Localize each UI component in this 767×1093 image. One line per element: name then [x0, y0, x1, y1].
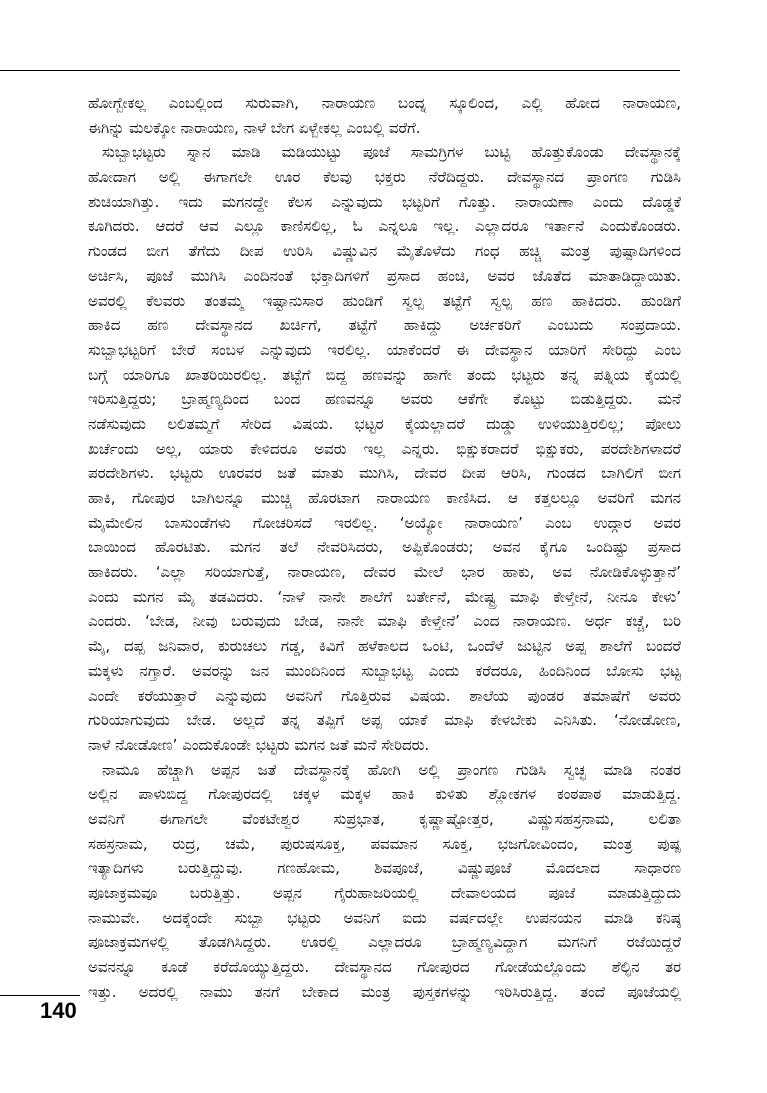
- header-rule: [0, 70, 680, 71]
- text-line: ಅವನನ್ನೂ ಕೂಡೆ ಕರೆದೊಯ್ಯುತ್ತಿದ್ದರು. ದೇವಸ್ಥಾನದ ಗೋಪುರದ ಗೋಡೆಯಲ್ಲೊಂದು ಶೆಲ್ಫಿನ ತರ: [88, 958, 681, 977]
- text-line: ಖರ್ಚೆಂದು ಅಲ್ಲ, ಯಾರು ಕೇಳಿದರೂ ಅವರು ಇಲ್ಲ ಎನ್ನರು. ಭಿಕ್ಷುಕರಾದರೆ ಭಿಕ್ಷುಕರು, ಪರದೇಶಿಗಳಾದರೆ: [88, 439, 681, 458]
- text-line: ಮೈಮೇಲಿನ ಬಾಸುಂಡೆಗಳು ಗೋಚರಿಸದೆ ಇರಲಿಲ್ಲ. ‘ಅಯ್ಯೋ ನಾರಾಯಣ’ ಎಂಬ ಉದ್ಗಾರ ಅವರ: [88, 513, 681, 532]
- paragraph: [88, 140, 681, 757]
- text-line: ಗುರಿಯಾಗುವುದು ಬೇಡ. ಅಲ್ಲದೆ ತನ್ನ ತಪ್ಪಿಗೆ ಅಪ್ಪ ಯಾಕೆ ಮಾಫಿ ಕೇಳಬೇಕು ಎನಿಸಿತು. ‘ನೋಡೋಣ,: [88, 711, 681, 730]
- page-number: 140: [40, 998, 77, 1023]
- text-line: ಕೂಗಿದರು. ಆದರೆ ಆವ ಎಲ್ಲೂ ಕಾಣಿಸಲಿಲ್ಲ, ಓ ಎನ್ನಲೂ ಇಲ್ಲ. ಎಲ್ಲಾದರೂ ಇರ್ತಾನೆ ಎಂದುಕೊಂಡರು.: [88, 217, 681, 236]
- text-line: ನಾಳೆ ನೋಡೋಣ’ ಎಂದುಕೊಂಡೇ ಭಟ್ಟರು ಮಗನ ಜತೆ ಮನೆ ಸೇರಿದರು.: [88, 735, 430, 754]
- text-line: ಸುಬ್ಬಾಭಟ್ಟರಿಗೆ ಬೇರೆ ಸಂಬಳ ಎನ್ನುವುದು ಇರಲಿಲ್ಲ. ಯಾಕೆಂದರೆ ಈ ದೇವಸ್ಥಾನ ಯಾರಿಗೆ ಸೇರಿದ್ದು ಎಂಬ: [88, 340, 681, 359]
- text-line: ಮೈ, ದಪ್ಪ ಜನಿವಾರ, ಕುರುಚಲು ಗಡ್ಡ, ಕಿವಿಗೆ ಹಳೆಕಾಲದ ಒಂಟಿ, ಒಂದೆಳೆ ಜುಟ್ಟಿನ ಅಪ್ಪ ಶಾಲೆಗೆ ಬಂದರೆ: [88, 637, 681, 656]
- text-line: ಹಾಕಿದ ಹಣ ದೇವಸ್ಥಾನದ ಖರ್ಚಿಗೆ, ತಟ್ಟೆಗೆ ಹಾಕಿದ್ದು ಅರ್ಚಕರಿಗೆ ಎಂಬುದು ಸಂಪ್ರದಾಯ.: [88, 316, 681, 335]
- text-line: ಸುಬ್ಬಾಭಟ್ಟರು ಸ್ನಾನ ಮಾಡಿ ಮಡಿಯುಟ್ಟು ಪೂಜೆ ಸಾಮಗ್ರಿಗಳ ಬುಟ್ಟಿ ಹೊತ್ತುಕೊಂಡು ದೇವಸ್ಥಾನಕ್ಕೆ: [102, 143, 681, 162]
- text-line: ಪೂಜಾಕ್ರಮವೂ ಬರುತ್ತಿತ್ತು. ಅಪ್ಪನ ಗೈರುಹಾಜರಿಯಲ್ಲಿ ದೇವಾಲಯದ ಪೂಜೆ ಮಾಡುತ್ತಿದ್ದುದು: [88, 884, 681, 902]
- text-line: ಎಂದರು. ‘ಬೇಡ, ನೀವು ಬರುವುದು ಬೇಡ, ನಾನೇ ಮಾಫಿ ಕೇಳ್ತೇನೆ’ ಎಂದ ನಾರಾಯಣ. ಅರ್ಧ ಕಚ್ಚೆ, ಬರಿ: [88, 612, 681, 631]
- text-line: ಪರದೇಶಿಗಳು. ಭಟ್ಟರು ಊರವರ ಜತೆ ಮಾತು ಮುಗಿಸಿ, ದೇವರ ದೀಪ ಆರಿಸಿ, ಗುಂಡದ ಬಾಗಿಲಿಗೆ ಬೀಗ: [88, 464, 681, 483]
- text-line: ಸಹಸ್ರನಾಮ, ರುದ್ರ, ಚಮೆ, ಪುರುಷಸೂಕ್ತ, ಪವಮಾನ ಸೂಕ್ತ, ಭಜಗೋವಿಂದಂ, ಮಂತ್ರ ಪುಷ್ಪ: [88, 834, 681, 853]
- text-line: ಹೋದಾಗ ಅಲ್ಲಿ ಈಗಾಗಲೇ ಊರ ಕೆಲವು ಭಕ್ತರು ನೆರೆದಿದ್ದರು. ದೇವಸ್ಥಾನದ ಪ್ರಾಂಗಣ ಗುಡಿಸಿ: [88, 168, 681, 187]
- text-line: ನಾಮುವೇ. ಅದಕ್ಕೆಂದೇ ಸುಬ್ಬಾ ಭಟ್ಟರು ಅವನಿಗೆ ಐದು ವರ್ಷದಲ್ಲೇ ಉಪನಯನ ಮಾಡಿ ಕನಿಷ್ಠ: [88, 908, 681, 927]
- footer-rule: [0, 995, 80, 996]
- text-line: ಇತ್ತು. ಅದರಲ್ಲಿ ನಾಮು ತನಗೆ ಬೇಕಾದ ಮಂತ್ರ ಪುಸ್ತಕಗಳನ್ನು ಇರಿಸಿರುತ್ತಿದ್ದ. ತಂದೆ ಪೂಜೆಯಲ್ಲಿ: [88, 982, 681, 1001]
- text-line: ಗುಂಡದ ಬೀಗ ತೆಗೆದು ದೀಪ ಉರಿಸಿ ವಿಷ್ಣುವಿನ ಮೈತೊಳೆದು ಗಂಧ ಹಚ್ಚಿ ಮಂತ್ರ ಪುಷ್ಪಾದಿಗಳಿಂದ: [88, 242, 681, 261]
- text-line: ಬಗ್ಗೆ ಯಾರಿಗೂ ಖಾತರಿಯಿರಲಿಲ್ಲ. ತಟ್ಟೆಗೆ ಬಿದ್ದ ಹಣವನ್ನು ಹಾಗೇ ತಂದು ಭಟ್ಟರು ತನ್ನ ಪತ್ನಿಯ ಕೈಯಲ್ಲಿ: [88, 365, 681, 384]
- text-line: ಎಂದೇ ಕರೆಯುತ್ತಾರೆ ಎನ್ನುವುದು ಅವನಿಗೆ ಗೊತ್ತಿರುವ ವಿಷಯ. ಶಾಲೆಯ ಪುಂಡರ ತಮಾಷೆಗೆ ಅವರು: [88, 686, 681, 705]
- text-line: ಅಲ್ಲಿನ ಪಾಳುಬಿದ್ದ ಗೋಪುರದಲ್ಲಿ ಚಕ್ಕಳ ಮಕ್ಕಳ ಹಾಕಿ ಕುಳಿತು ಶ್ಲೋಕಗಳ ಕಂಠಪಾಠ ಮಾಡುತ್ತಿದ್ದ.: [88, 785, 681, 804]
- paragraph: [88, 91, 681, 140]
- text-line: ಮಕ್ಕಳು ನಗ್ತಾರೆ. ಅವರನ್ನು ಜನ ಮುಂದಿನಿಂದ ಸುಬ್ಬಾಭಟ್ಟ ಎಂದು ಕರೆದರೂ, ಹಿಂದಿನಿಂದ ಬೋಸು ಭಟ್ಟ: [88, 661, 681, 680]
- text-line: ಶುಚಿಯಾಗಿತ್ತು. ಇದು ಮಗನದ್ದೇ ಕೆಲಸ ಎನ್ನುವುದು ಭಟ್ಟರಿಗೆ ಗೊತ್ತು. ನಾರಾಯಣಾ ಎಂದು ದೊಡ್ಡಕೆ: [88, 192, 681, 211]
- paragraph: [88, 758, 681, 1005]
- text-line: ಎಂದು ಮಗನ ಮೈ ತಡವಿದರು. ‘ನಾಳೆ ನಾನೇ ಶಾಲೆಗೆ ಬರ್ತೇನೆ, ಮೇಷ್ಟ್ರ ಮಾಫಿ ಕೇಳ್ತೇನೆ, ನೀನೂ ಕೇಳು’: [88, 587, 681, 606]
- text-line: ಹೋಗ್ಬೇಕಲ್ಲ ಎಂಬಲ್ಲಿಂದ ಸುರುವಾಗಿ, ನಾರಾಯಣ ಬಂದ್ನ ಸ್ಕೂಲಿಂದ, ಎಲ್ಲಿ ಹೋದ ನಾರಾಯಣ,: [88, 94, 681, 112]
- text-line: ಪೂಜಾಕ್ರಮಗಳಲ್ಲಿ ತೊಡಗಿಸಿದ್ದರು. ಊರಲ್ಲಿ ಎಲ್ಲಾದರೂ ಬ್ರಾಹ್ಮಣ್ಯವಿದ್ದಾಗ ಮಗನಿಗೆ ರಜೆಯಿದ್ದರೆ: [88, 933, 681, 952]
- text-line: ಇತ್ಯಾದಿಗಳು ಬರುತ್ತಿದ್ದುವು. ಗಣಹೋಮ, ಶಿವಪೂಜೆ, ವಿಷ್ಣುಪೂಜೆ ಮೊದಲಾದ ಸಾಧಾರಣ: [88, 859, 681, 878]
- text-line: ಇರಿಸುತ್ತಿದ್ದರು; ಬ್ರಾಹ್ಮಣ್ಯದಿಂದ ಬಂದ ಹಣವನ್ನೂ ಅವರು ಆಕೆಗೇ ಕೊಟ್ಟು ಬಿಡುತ್ತಿದ್ದರು. ಮನೆ: [88, 390, 681, 409]
- text-line: ಹಾಕಿ, ಗೋಪುರ ಬಾಗಿಲನ್ನೂ ಮುಚ್ಚಿ ಹೊರಟಾಗ ನಾರಾಯಣ ಕಾಣಿಸಿದ. ಆ ಕತ್ತಲಲ್ಲೂ ಅವರಿಗೆ ಮಗನ: [88, 489, 681, 507]
- text-line: ಈಗಿನ್ನು ಮಲಕ್ಕೋ ನಾರಾಯಣ, ನಾಳೆ ಬೇಗ ಏಳ್ಬೇಕಲ್ಲ ಎಂಬಲ್ಲಿ ವರೆಗೆ.: [88, 118, 421, 137]
- text-line: ಅವನಿಗೆ ಈಗಾಗಲೇ ವೆಂಕಟೇಶ್ವರ ಸುಪ್ರಭಾತ, ಕೃಷ್ಣಾಷ್ಟೋತ್ತರ, ವಿಷ್ಣುಸಹಸ್ರನಾಮ, ಲಲಿತಾ: [88, 809, 681, 828]
- text-line: ನಡೆಸುವುದು ಲಲಿತಮ್ಮಗೆ ಸೇರಿದ ವಿಷಯ. ಭಟ್ಟರ ಕೈಯಲ್ಲಾದರೆ ದುಡ್ಡು ಉಳಿಯುತ್ತಿರಲಿಲ್ಲ; ಪೋಲು: [88, 414, 681, 433]
- body-text: [88, 91, 681, 1004]
- text-line: ಅವರಲ್ಲಿ ಕೆಲವರು ತಂತಮ್ಮ ಇಷ್ಟಾನುಸಾರ ಹುಂಡಿಗೆ ಸ್ವಲ್ಪ ತಟ್ಟೆಗೆ ಸ್ವಲ್ಪ ಹಣ ಹಾಕಿದರು. ಹುಂಡಿಗೆ: [88, 291, 681, 310]
- text-line: ಹಾಕಿದರು. ‘ಎಲ್ಲಾ ಸರಿಯಾಗುತ್ತೆ, ನಾರಾಯಣ, ದೇವರ ಮೇಲೆ ಭಾರ ಹಾಕು, ಅವ ನೋಡಿಕೊಳ್ಳುತ್ತಾನೆ’: [88, 563, 681, 582]
- text-line: ನಾಮೂ ಹೆಚ್ಚಾಗಿ ಅಪ್ಪನ ಜತೆ ದೇವಸ್ಥಾನಕ್ಕೆ ಹೋಗಿ ಅಲ್ಲಿ ಪ್ರಾಂಗಣ ಗುಡಿಸಿ ಸ್ವಚ್ಛ ಮಾಡಿ ನಂತರ: [102, 760, 681, 779]
- text-line: ಬಾಯಿಂದ ಹೊರಟಿತು. ಮಗನ ತಲೆ ನೇವರಿಸಿದರು, ಅಪ್ಪಿಕೊಂಡರು; ಅವನ ಕೈಗೂ ಒಂದಿಷ್ಟು ಪ್ರಸಾದ: [88, 538, 681, 557]
- text-line: ಅರ್ಚಿಸಿ, ಪೂಜೆ ಮುಗಿಸಿ ಎಂದಿನಂತೆ ಭಕ್ತಾದಿಗಳಿಗೆ ಪ್ರಸಾದ ಹಂಚಿ, ಅವರ ಜೊತೆದ ಮಾತಾಡಿದ್ದಾಯಿತು.: [88, 266, 681, 285]
